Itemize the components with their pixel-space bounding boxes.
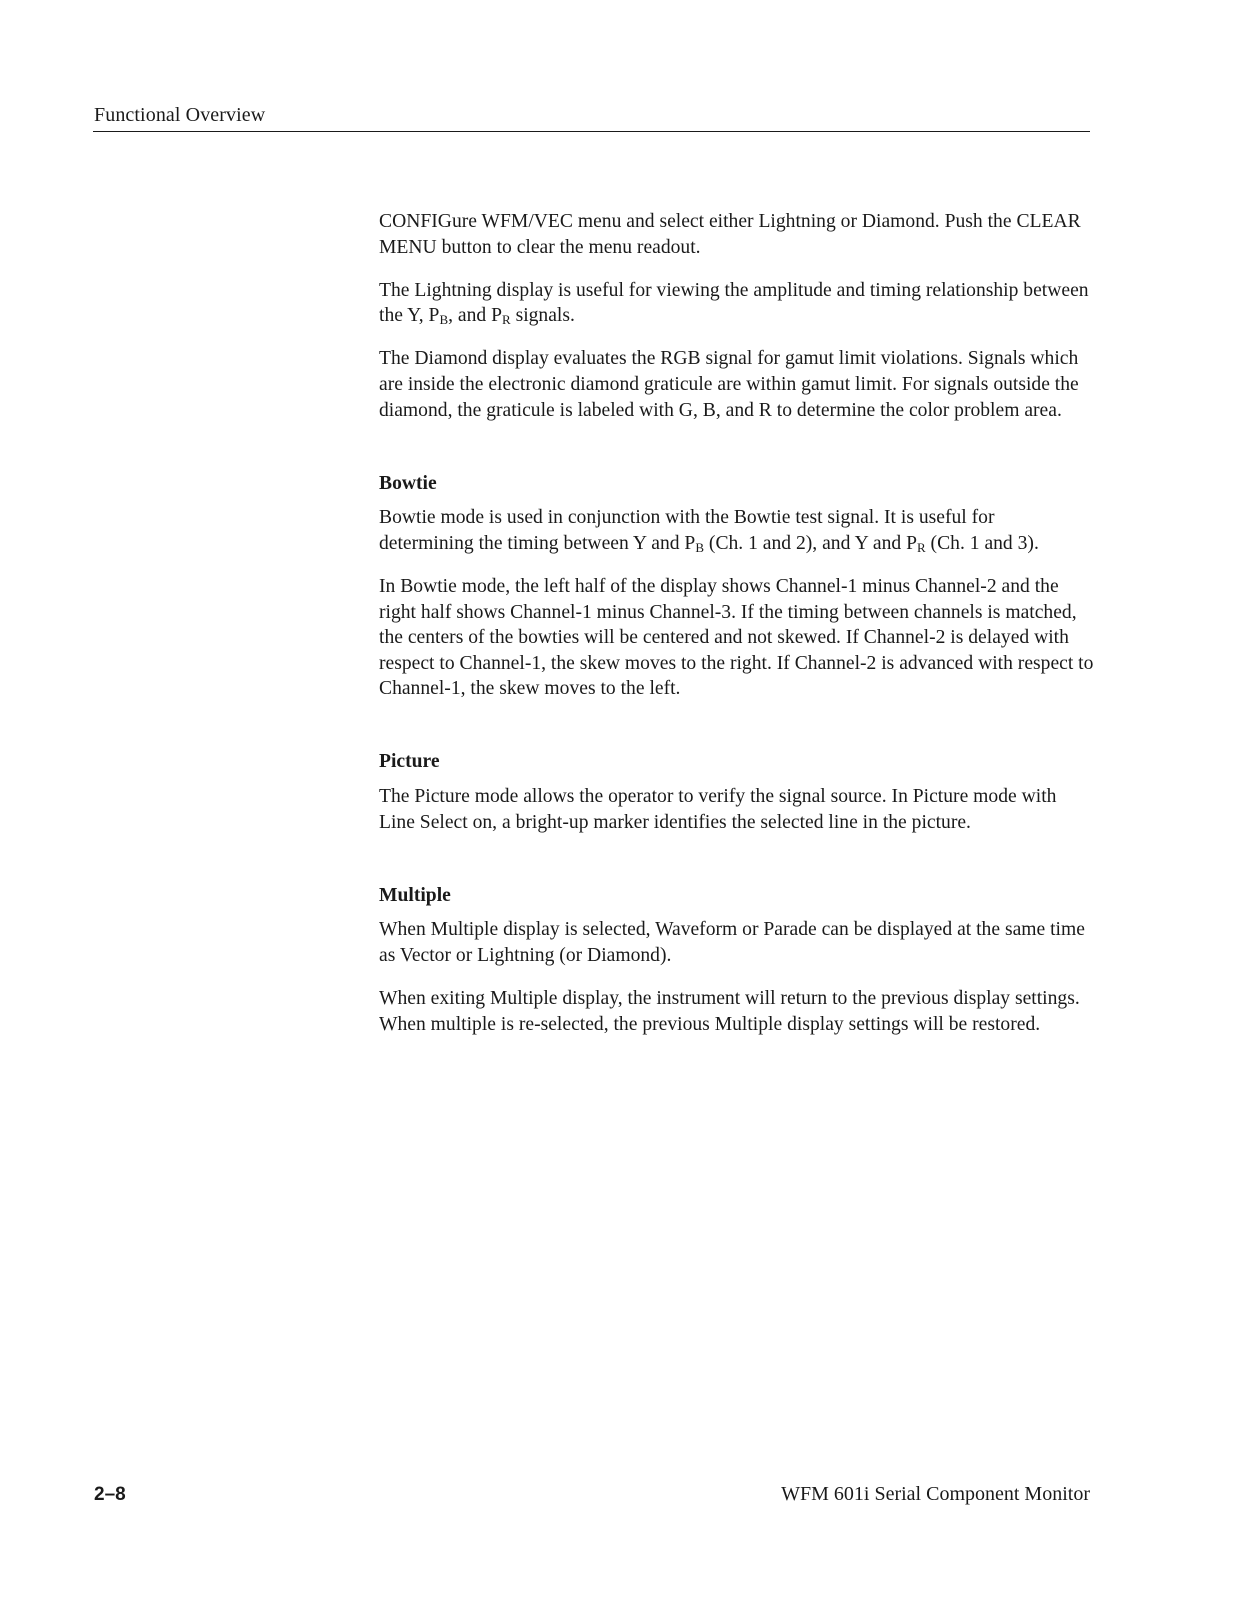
subscript-b: B: [439, 312, 449, 328]
bowtie-p1-text-b: (Ch. 1 and 2), and Y and P: [704, 532, 917, 554]
section-gap: [379, 441, 1094, 471]
product-title: WFM 601i Serial Component Monitor: [781, 1483, 1090, 1505]
multiple-heading: Multiple: [379, 884, 451, 906]
section-gap: [379, 853, 1094, 883]
multiple-paragraph-2: When exiting Multiple display, the instrument will return to the previous display settings. When multiple is re-selected, the previous Multiple display settings will be restored.: [379, 987, 1080, 1035]
subscript-b: B: [695, 539, 705, 555]
bowtie-paragraph-2: In Bowtie mode, the left half of the display shows Channel-1 minus Channel-2 and the right half shows Channel-1 minus Channel-3. If the timing between channels is matched, the centers of the bowties will be centered and not skewed. If Channel-2 is delayed with respect to Channel-1, the skew moves to the right. If Channel-2 is advanced with respect to Channel-1, the skew moves to the left.: [379, 575, 1094, 700]
intro-p2-text-c: signals.: [510, 305, 575, 327]
bowtie-p1-text-a: Bowtie mode is used in conjunction with the Bowtie test signal. It is useful for determining the timing between Y and P: [379, 507, 995, 554]
multiple-paragraph-1: When Multiple display is selected, Waveform or Parade can be displayed at the same time as Vector or Lightning (or Diamond).: [379, 919, 1085, 966]
intro-paragraph-2: [379, 278, 1094, 329]
picture-heading: Picture: [379, 751, 440, 773]
section-gap: [379, 719, 1094, 749]
intro-paragraph-1: CONFIGure WFM/VEC menu and select either Lightning or Diamond. Push the CLEAR MENU button to clear the menu readout.: [379, 211, 1081, 258]
header-divider: [93, 131, 1090, 132]
intro-paragraph-3: The Diamond display evaluates the RGB signal for gamut limit violations. Signals which are inside the electronic diamond graticule are within gamut limit. For signals outside the diamond, the graticule is labeled with G, B, and R to determine the color problem area.: [379, 348, 1079, 421]
bowtie-paragraph-1: [379, 505, 1094, 556]
body-column: [379, 209, 1094, 1055]
intro-p2-text-b: , and P: [448, 305, 502, 327]
picture-paragraph-1: The Picture mode allows the operator to verify the signal source. In Picture mode with Line Select on, a bright-up marker identifies the selected line in the picture.: [379, 786, 1057, 833]
subscript-r: R: [502, 312, 511, 328]
intro-p2-text-a: The Lightning display is useful for viewing the amplitude and timing relationship between the Y, P: [379, 279, 1089, 327]
bowtie-p1-text-c: (Ch. 1 and 3).: [925, 532, 1039, 554]
running-header: Functional Overview: [94, 104, 266, 126]
page-number: 2–8: [94, 1484, 126, 1505]
bowtie-heading: Bowtie: [379, 472, 437, 494]
subscript-r: R: [916, 539, 926, 555]
